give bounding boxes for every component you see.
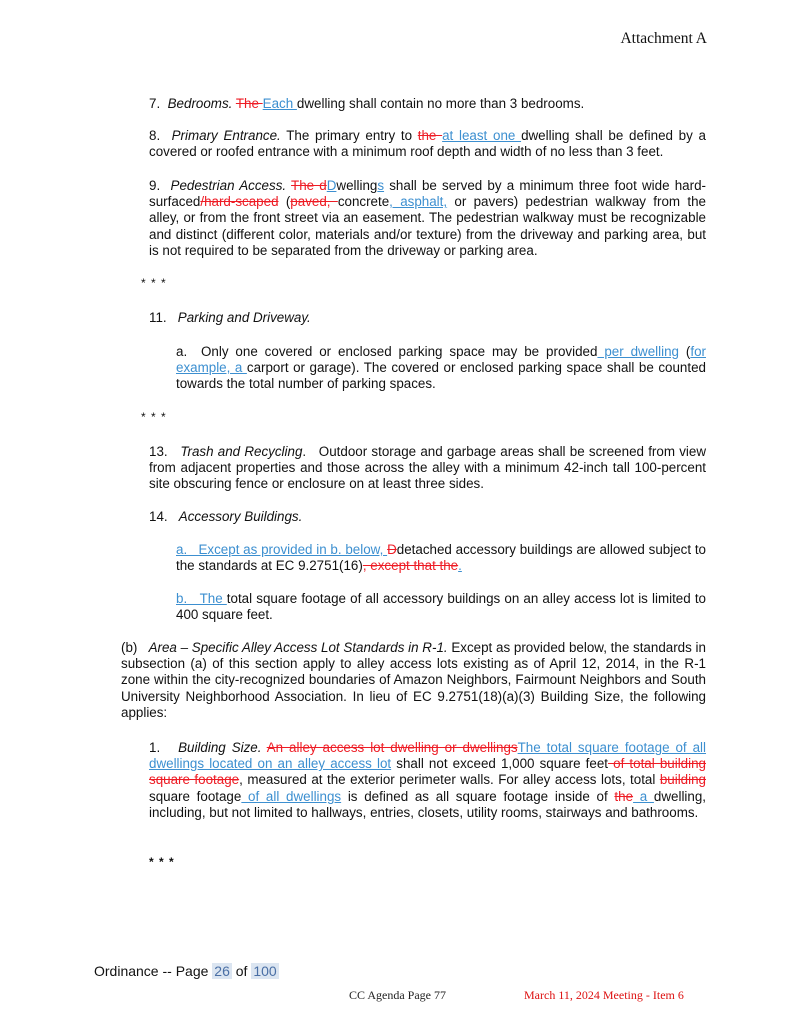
section-text: ( bbox=[278, 194, 291, 210]
inserted-text: a. Except as provided in b. below, bbox=[176, 542, 388, 557]
section-text: Except as provided below, the standards in subsection (a) of this section apply to alley access lots existing as of April 12, 2014, in the R-1 zone within the city-recognized boundaries of Amazon Neighbors, Fairmount Neighbors and South University Neighborhood Association. In lieu of EC 9.2751(18)(a)(3) Building Size, the following applies: bbox=[121, 640, 706, 720]
deleted-text: building bbox=[659, 772, 706, 788]
deleted-text: of total building square footage bbox=[149, 756, 706, 788]
inserted-text: per dwelling bbox=[597, 344, 679, 359]
section-9-pedestrian-access bbox=[149, 178, 706, 259]
deleted-text: the bbox=[417, 128, 443, 143]
inserted-text: b. The bbox=[176, 591, 227, 606]
deleted-text: The d bbox=[291, 178, 327, 193]
section-text: total square footage of all accessory buildings on an alley access lot is limited to 400 square feet. bbox=[176, 591, 706, 623]
inserted-text: of all dwellings bbox=[241, 788, 342, 804]
section-title: Parking and Driveway. bbox=[177, 310, 311, 325]
inserted-text: . bbox=[458, 558, 462, 574]
deleted-text: paved, bbox=[290, 194, 338, 210]
ordinance-page-footer bbox=[94, 963, 279, 979]
attachment-header: Attachment A bbox=[620, 30, 707, 47]
section-14-item-b bbox=[176, 591, 706, 623]
section-text: carport or garage). The covered or enclosed parking space shall be counted towards the total number of parking spaces. bbox=[176, 360, 706, 392]
section-number: 7. bbox=[149, 96, 161, 111]
section-number: 1. bbox=[149, 740, 161, 755]
section-number: 11. bbox=[149, 310, 167, 325]
section-text: welling bbox=[336, 178, 378, 193]
deleted-text: The bbox=[235, 96, 263, 111]
section-11-item-a bbox=[176, 344, 706, 393]
deleted-text: An alley access lot dwelling or dwellings bbox=[266, 740, 518, 755]
section-title: Building Size. bbox=[178, 740, 262, 755]
section-13-trash-recycling bbox=[149, 444, 706, 493]
omission-stars: * * * bbox=[141, 276, 167, 290]
subsection-label: (b) bbox=[121, 640, 138, 655]
total-pages-field: 100 bbox=[253, 963, 277, 979]
section-number: 9. bbox=[149, 178, 161, 193]
inserted-text: for example, a bbox=[176, 344, 706, 376]
inserted-text: Each bbox=[262, 96, 297, 111]
inserted-text: D bbox=[326, 178, 337, 193]
deleted-text: /hard-scaped bbox=[200, 194, 279, 210]
section-11-heading bbox=[149, 310, 706, 326]
section-8-primary-entrance bbox=[149, 128, 706, 160]
section-text: ( bbox=[678, 344, 691, 359]
section-number: 14. bbox=[149, 509, 168, 524]
agenda-page-footer: CC Agenda Page 77 bbox=[349, 988, 446, 1002]
omission-stars: * * * bbox=[141, 410, 167, 424]
section-text: dwelling shall be defined by a covered or roofed entrance with a minimum roof depth and width of no less than 3 feet. bbox=[149, 128, 706, 160]
section-text: is defined as all square footage inside of bbox=[341, 788, 615, 804]
section-text: . Outdoor storage and garbage areas shall be screened from view from adjacent properties and those across the alley with a minimum 42-inch tall 100-percent site obscuring fence or enclosure on at least three sides. bbox=[149, 444, 706, 492]
section-title: Primary Entrance. bbox=[171, 128, 281, 143]
section-text: shall be served by a minimum three foot wide hard-surfaced bbox=[149, 178, 706, 210]
section-text: detached accessory buildings are allowed subject to the standards at EC 9.2751(16) bbox=[176, 542, 706, 574]
section-text: , measured at the exterior perimeter walls. For alley access lots, total bbox=[239, 772, 660, 788]
subsection-b-area-specific bbox=[121, 640, 706, 721]
page-number-field: 26 bbox=[214, 963, 230, 979]
section-text: square footage bbox=[149, 788, 242, 804]
footer-of: of bbox=[235, 963, 248, 979]
section-14-heading bbox=[149, 509, 706, 525]
inserted-text: , asphalt, bbox=[389, 194, 448, 210]
section-number: 13. bbox=[149, 444, 168, 459]
inserted-text: The total square footage of all dwellings located on an alley access lot bbox=[149, 740, 707, 772]
section-text: concrete bbox=[337, 194, 390, 210]
deleted-text: , except that the bbox=[362, 558, 459, 574]
section-text: The primary entry to bbox=[286, 128, 418, 143]
footer-label: Ordinance -- Page bbox=[94, 963, 209, 979]
section-7-bedrooms bbox=[149, 96, 706, 112]
section-text: dwelling, including, but not limited to hallways, entries, closets, utility rooms, stairways and bathrooms. bbox=[149, 788, 707, 820]
section-text: shall not exceed 1,000 square feet bbox=[391, 756, 608, 772]
section-1-building-size bbox=[149, 740, 706, 821]
inserted-text: at least one bbox=[442, 128, 522, 143]
section-text: dwelling shall contain no more than 3 bedrooms. bbox=[296, 96, 585, 111]
section-title: Trash and Recycling bbox=[180, 444, 303, 459]
subsection-title: Area – Specific Alley Access Lot Standards in R-1. bbox=[148, 640, 448, 655]
meeting-footer: March 11, 2024 Meeting - Item 6 bbox=[524, 988, 684, 1002]
section-text: a. Only one covered or enclosed parking space may be provided bbox=[176, 344, 598, 359]
inserted-text: s bbox=[377, 178, 385, 193]
section-14-item-a bbox=[176, 542, 706, 574]
section-title: Bedrooms. bbox=[167, 96, 233, 111]
deleted-text: the bbox=[614, 788, 634, 804]
deleted-text: D bbox=[387, 542, 397, 557]
section-number: 8. bbox=[149, 128, 161, 143]
inserted-text: a bbox=[633, 788, 654, 804]
omission-stars: * * * bbox=[149, 855, 175, 869]
section-text: or pavers) pedestrian walkway from the alley, or from the front street via an easement. The pedestrian walkway must be recognizable and distinct (different color, materials and/or texture) from the driveway and parking area, but is not required to be separated from the driveway or parking area. bbox=[149, 194, 706, 258]
section-title: Pedestrian Access. bbox=[170, 178, 287, 193]
section-title: Accessory Buildings. bbox=[178, 509, 303, 524]
